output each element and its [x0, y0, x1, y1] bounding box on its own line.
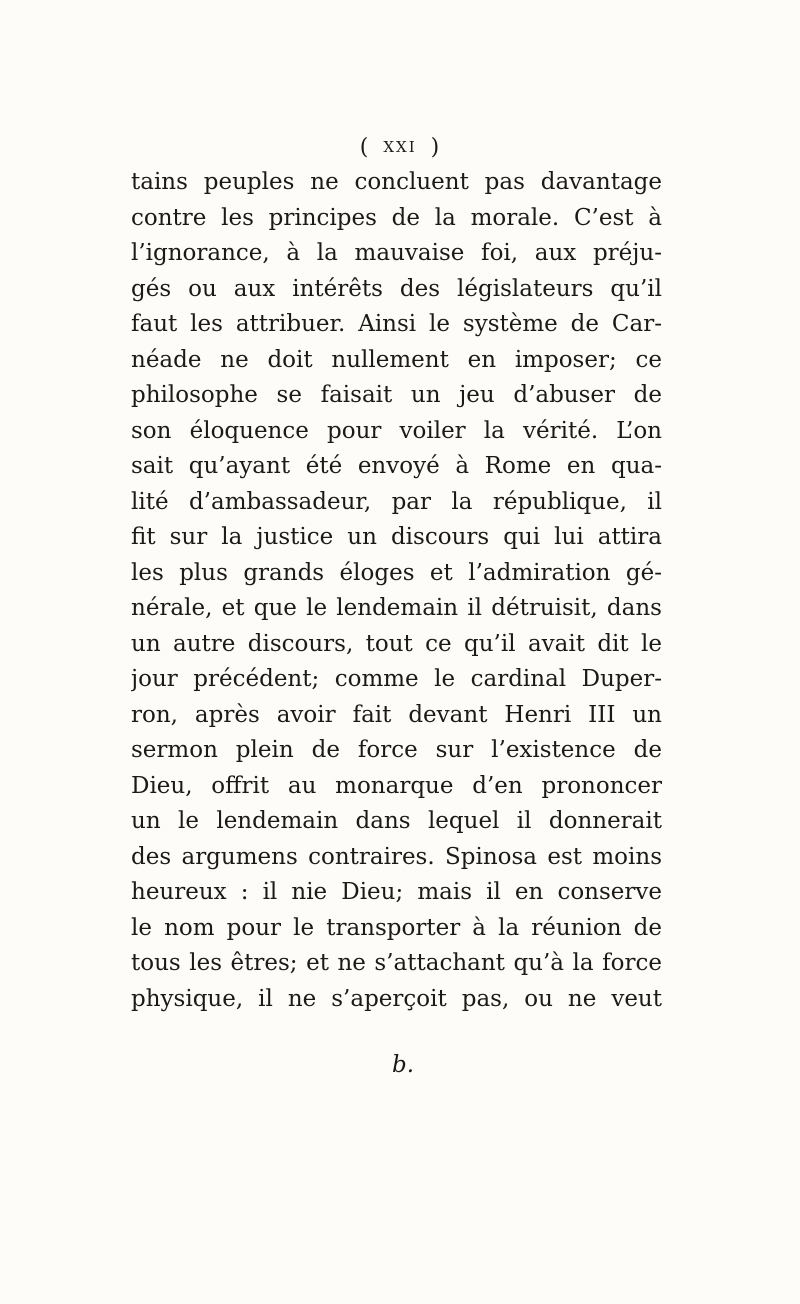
text-line: les plus grands éloges et l’admiration gé- — [131, 559, 662, 586]
text-line: sait qu’ayant été envoyé à Rome en qua- — [131, 453, 662, 479]
page-header — [0, 135, 800, 160]
text-line: son éloquence pour voiler la vérité. L’on — [131, 417, 662, 444]
text-line: sermon plein de force sur l’existence de — [131, 737, 662, 763]
signature-mark: b. — [391, 1052, 415, 1078]
text-line: faut les attribuer. Ainsi le système de Car- — [131, 311, 662, 337]
text-line: Dieu, offrit au monarque d’en prononcer — [131, 772, 662, 799]
header-paren-close: ) — [430, 135, 441, 160]
text-line: néade ne doit nullement en imposer; ce — [131, 346, 662, 373]
page-number: XXI — [383, 138, 417, 156]
text-line: le nom pour le transporter à la réunion de — [131, 914, 662, 941]
text-line: physique, il ne s’aperçoit pas, ou ne veut — [131, 985, 662, 1012]
text-line: un autre discours, tout ce qu’il avait dit le — [131, 630, 662, 657]
text-line: ron, après avoir fait devant Henri III un — [131, 701, 662, 728]
text-line: tains peuples ne concluent pas davantage — [131, 169, 662, 195]
text-line: tous les êtres; et ne s’attachant qu’à la force — [131, 950, 662, 976]
header-paren-open: ( — [359, 135, 370, 160]
text-line: heureux : il nie Dieu; mais il en conserve — [131, 879, 662, 905]
text-line: contre les principes de la morale. C’est à — [131, 204, 662, 231]
text-line: l’ignorance, à la mauvaise foi, aux préju- — [131, 240, 662, 266]
text-line: des argumens contraires. Spinosa est moins — [131, 843, 662, 870]
text-line: un le lendemain dans lequel il donnerait — [131, 808, 662, 834]
text-line: philosophe se faisait un jeu d’abuser de — [131, 382, 662, 408]
text-line: fit sur la justice un discours qui lui attira — [131, 524, 662, 550]
text-line: lité d’ambassadeur, par la république, il — [131, 488, 662, 515]
text-line: jour précédent; comme le cardinal Duper- — [131, 666, 662, 692]
text-line: gés ou aux intérêts des législateurs qu’il — [131, 275, 662, 302]
text-line: nérale, et que le lendemain il détruisit, dans — [131, 595, 662, 621]
body-text — [131, 165, 662, 1017]
